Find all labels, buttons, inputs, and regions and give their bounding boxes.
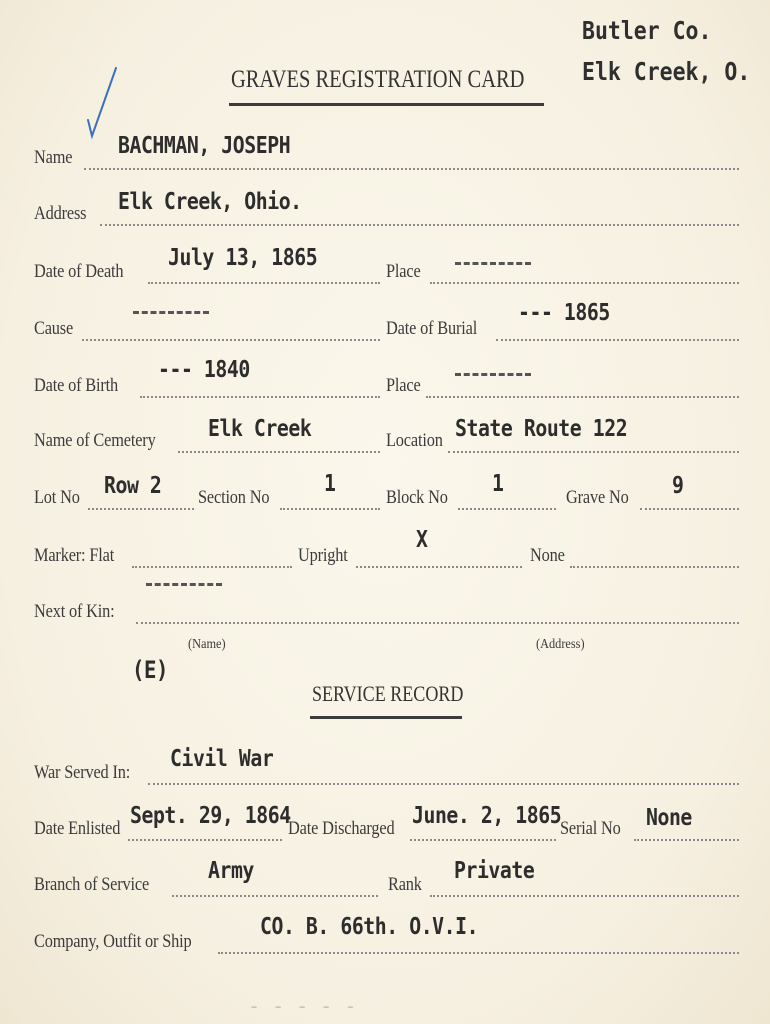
upright-mark: X bbox=[416, 527, 428, 553]
birth-place-label: Place bbox=[386, 375, 421, 396]
section-no-value: 1 bbox=[324, 471, 336, 497]
date-of-death-line bbox=[148, 282, 380, 284]
branch-label: Branch of Service bbox=[34, 874, 150, 895]
name-line bbox=[84, 168, 739, 170]
cemetery-label: Name of Cemetery bbox=[34, 430, 156, 451]
upright-label: Upright bbox=[298, 545, 348, 566]
name-value: BACHMAN, JOSEPH bbox=[118, 133, 291, 159]
serial-no-value: None bbox=[646, 805, 692, 831]
rank-value: Private bbox=[454, 858, 535, 884]
cause-blank bbox=[133, 311, 209, 314]
none-line bbox=[570, 566, 739, 568]
date-of-birth-value: --- 1840 bbox=[158, 357, 250, 383]
company-label: Company, Outfit or Ship bbox=[34, 931, 192, 952]
date-enlisted-line bbox=[128, 839, 282, 841]
date-enlisted-value: Sept. 29, 1864 bbox=[130, 803, 291, 829]
company-line bbox=[218, 952, 739, 954]
date-of-burial-value: --- 1865 bbox=[518, 300, 610, 326]
serial-no-line bbox=[634, 839, 739, 841]
date-discharged-label: Date Discharged bbox=[288, 818, 395, 839]
lot-no-line bbox=[88, 508, 194, 510]
card-title: GRAVES REGISTRATION CARD bbox=[231, 66, 525, 93]
war-served-line bbox=[148, 783, 739, 785]
date-of-birth-label: Date of Birth bbox=[34, 375, 118, 396]
next-of-kin-blank bbox=[146, 583, 222, 586]
bleed-through-smudge: - - - - - bbox=[248, 994, 357, 1018]
classification-code: (E) bbox=[132, 656, 168, 684]
date-discharged-value: June. 2, 1865 bbox=[412, 803, 562, 829]
next-of-kin-label: Next of Kin: bbox=[34, 601, 115, 622]
block-no-value: 1 bbox=[492, 471, 504, 497]
next-of-kin-line bbox=[136, 622, 739, 624]
name-label: Name bbox=[34, 147, 73, 168]
date-of-burial-line bbox=[496, 339, 739, 341]
none-label: None bbox=[530, 545, 565, 566]
address-value: Elk Creek, Ohio. bbox=[118, 189, 302, 215]
death-place-line bbox=[430, 282, 739, 284]
birth-place-line bbox=[426, 396, 739, 398]
service-record-underline bbox=[310, 716, 462, 719]
location-label: Location bbox=[386, 430, 443, 451]
title-underline bbox=[229, 103, 544, 106]
marker-flat-line bbox=[132, 566, 292, 568]
upright-line bbox=[356, 566, 522, 568]
grave-no-value: 9 bbox=[672, 473, 684, 499]
branch-line bbox=[172, 895, 378, 897]
cause-line bbox=[82, 339, 380, 341]
county-annotation: Butler Co. bbox=[582, 16, 712, 45]
date-discharged-line bbox=[410, 839, 556, 841]
date-of-burial-label: Date of Burial bbox=[386, 318, 478, 339]
cause-label: Cause bbox=[34, 318, 74, 339]
date-of-birth-line bbox=[140, 396, 380, 398]
address-label: Address bbox=[34, 203, 87, 224]
serial-no-label: Serial No bbox=[560, 818, 621, 839]
kin-address-caption: (Address) bbox=[536, 637, 585, 652]
rank-label: Rank bbox=[388, 874, 422, 895]
company-value: CO. B. 66th. O.V.I. bbox=[260, 914, 479, 940]
date-of-death-value: July 13, 1865 bbox=[168, 245, 318, 271]
war-served-value: Civil War bbox=[170, 746, 274, 772]
location-line bbox=[448, 451, 739, 453]
section-no-label: Section No bbox=[198, 487, 270, 508]
service-record-heading: SERVICE RECORD bbox=[312, 681, 464, 706]
death-place-label: Place bbox=[386, 261, 421, 282]
town-annotation: Elk Creek, O. bbox=[582, 57, 751, 86]
cemetery-line bbox=[178, 451, 380, 453]
lot-no-value: Row 2 bbox=[104, 473, 162, 499]
marker-flat-label: Marker: Flat bbox=[34, 545, 115, 566]
location-value: State Route 122 bbox=[455, 416, 628, 442]
branch-value: Army bbox=[208, 858, 254, 884]
grave-no-line bbox=[640, 508, 739, 510]
death-place-blank bbox=[455, 262, 531, 265]
lot-no-label: Lot No bbox=[34, 487, 80, 508]
grave-no-label: Grave No bbox=[566, 487, 629, 508]
war-served-label: War Served In: bbox=[34, 762, 131, 783]
date-enlisted-label: Date Enlisted bbox=[34, 818, 121, 839]
kin-name-caption: (Name) bbox=[188, 637, 226, 652]
section-no-line bbox=[280, 508, 380, 510]
date-of-death-label: Date of Death bbox=[34, 261, 124, 282]
cemetery-value: Elk Creek bbox=[208, 416, 312, 442]
check-mark-icon bbox=[80, 62, 120, 142]
address-line bbox=[100, 224, 739, 226]
block-no-label: Block No bbox=[386, 487, 448, 508]
rank-line bbox=[430, 895, 739, 897]
birth-place-blank bbox=[455, 373, 531, 376]
block-no-line bbox=[458, 508, 556, 510]
